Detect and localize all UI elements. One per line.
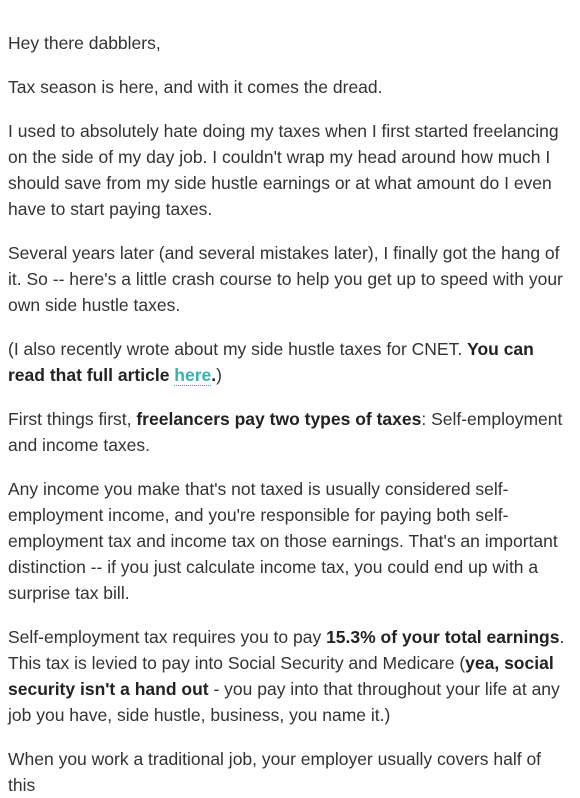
cnet-close-paren: )	[216, 365, 222, 385]
paragraph-crash-course: Several years later (and several mistakes later), I finally got the hang of it. So -- here's a little crash course to help you get up to speed with your own side hustle taxes.	[8, 243, 563, 315]
paragraph-self-employment-tax	[8, 624, 570, 728]
cnet-bold-period: .	[211, 365, 217, 385]
paragraph-self-employment-income: Any income you make that's not taxed is usually considered self-employment income, and you're responsible for paying both self-employment tax and income tax on those earnings. That's an important distinction -- if you just calculate income tax, you could end up with a surprise tax bill.	[8, 479, 558, 603]
se-tax-mid: . This tax is levied to pay into Social Security and Medicare (	[8, 627, 565, 673]
paragraph-traditional-job: When you work a traditional job, your employer usually covers half of this	[8, 749, 542, 795]
cnet-text: (I also recently wrote about my side hustle taxes for CNET.	[8, 339, 468, 359]
social-security-bold: yea, social security isn't a hand out	[8, 653, 554, 699]
paragraph-cnet-article	[8, 336, 570, 388]
two-taxes-post: : Self-employment and income taxes.	[8, 409, 563, 455]
se-tax-post: - you pay into that throughout your life at any job you have, side hustle, business, you name it.)	[8, 679, 560, 725]
se-tax-rate-bold: 15.3% of your total earnings	[326, 627, 560, 647]
paragraph-two-taxes	[8, 406, 570, 458]
se-tax-pre: Self-employment tax requires you to pay	[8, 627, 327, 647]
two-taxes-bold: freelancers pay two types of taxes	[136, 409, 422, 429]
cnet-link-wrapper	[174, 365, 216, 386]
intro-paragraph: Tax season is here, and with it comes the dread.	[8, 77, 383, 97]
two-taxes-pre: First things first,	[8, 409, 137, 429]
paragraph-freelancing-history: I used to absolutely hate doing my taxes when I first started freelancing on the side of my day job. I couldn't wrap my head around how much I should save from my side hustle earnings or at what amount do I even have to start paying taxes.	[8, 121, 559, 219]
greeting: Hey there dabblers,	[8, 33, 161, 53]
cnet-bold-text: You can read that full article	[8, 339, 534, 385]
cnet-article-link[interactable]: here	[174, 365, 212, 385]
